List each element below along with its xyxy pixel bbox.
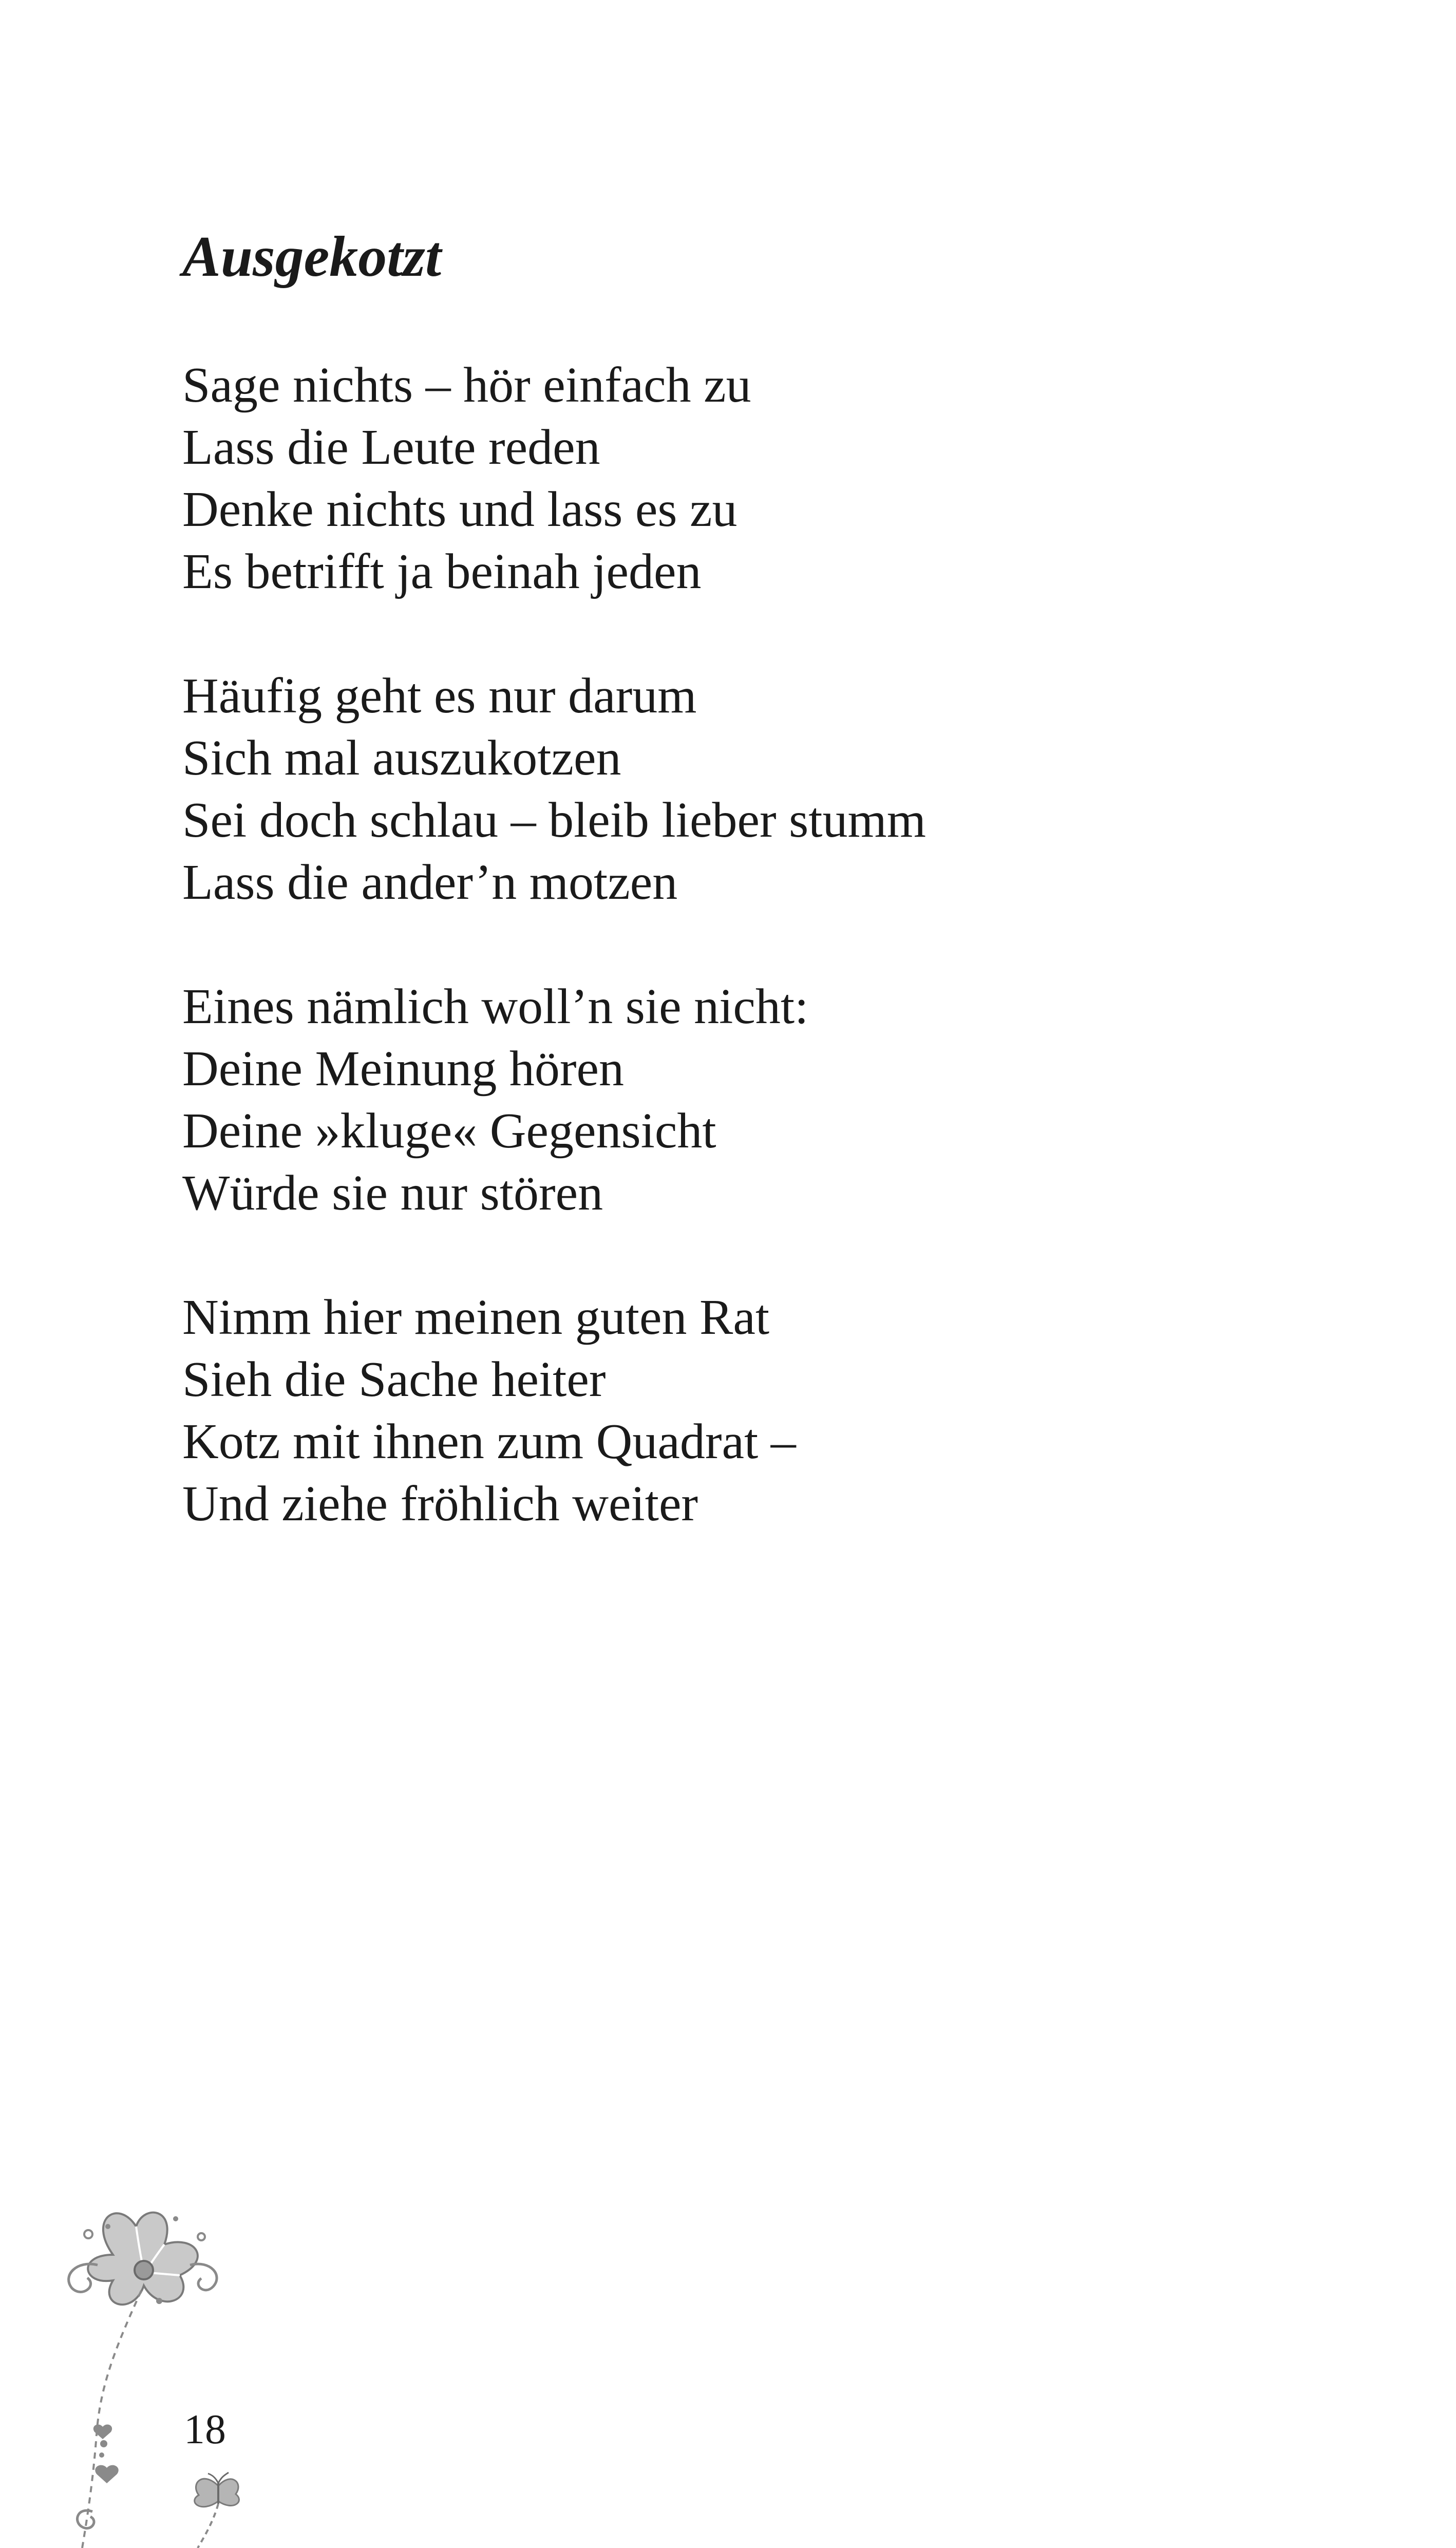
stanza-4 (182, 1287, 1209, 1535)
stem (82, 2291, 141, 2548)
poem-line: Lass die Leute reden (182, 420, 600, 475)
heart-icon (93, 2424, 119, 2483)
poem-line: Lass die ander’n motzen (182, 855, 678, 910)
page-number: 18 (184, 2406, 226, 2452)
poem-line: Denke nichts und lass es zu (182, 482, 738, 537)
poem-line: Deine Meinung hören (182, 1041, 624, 1097)
poem-line: Sage nichts – hör einfach zu (182, 357, 751, 413)
flower-icon (69, 2213, 217, 2305)
poem-line: Häufig geht es nur darum (182, 668, 697, 724)
poem-line: Eines nämlich woll’n sie nicht: (182, 979, 809, 1034)
stanza-2 (182, 665, 1209, 914)
poem-line: Nimm hier meinen guten Rat (182, 1290, 770, 1345)
poem-line: Sieh die Sache heiter (182, 1352, 606, 1407)
poem-body (182, 354, 1209, 1597)
poem-line: Sich mal auszukotzen (182, 730, 621, 786)
poem-line: Kotz mit ihnen zum Quadrat – (182, 1414, 796, 1469)
poem-line: Deine »kluge« Gegensicht (182, 1103, 716, 1159)
poem-line: Würde sie nur stören (182, 1165, 603, 1221)
stanza-3 (182, 976, 1209, 1224)
floral-ornament (41, 2198, 247, 2548)
poem-line: Und ziehe fröhlich weiter (182, 1476, 698, 1532)
poem-title: Ausgekotzt (182, 225, 442, 289)
butterfly-icon (195, 2472, 239, 2548)
poem-line: Sei doch schlau – bleib lieber stumm (182, 792, 926, 848)
poem-line: Es betrifft ja beinah jeden (182, 544, 702, 599)
stanza-1 (182, 354, 1209, 603)
